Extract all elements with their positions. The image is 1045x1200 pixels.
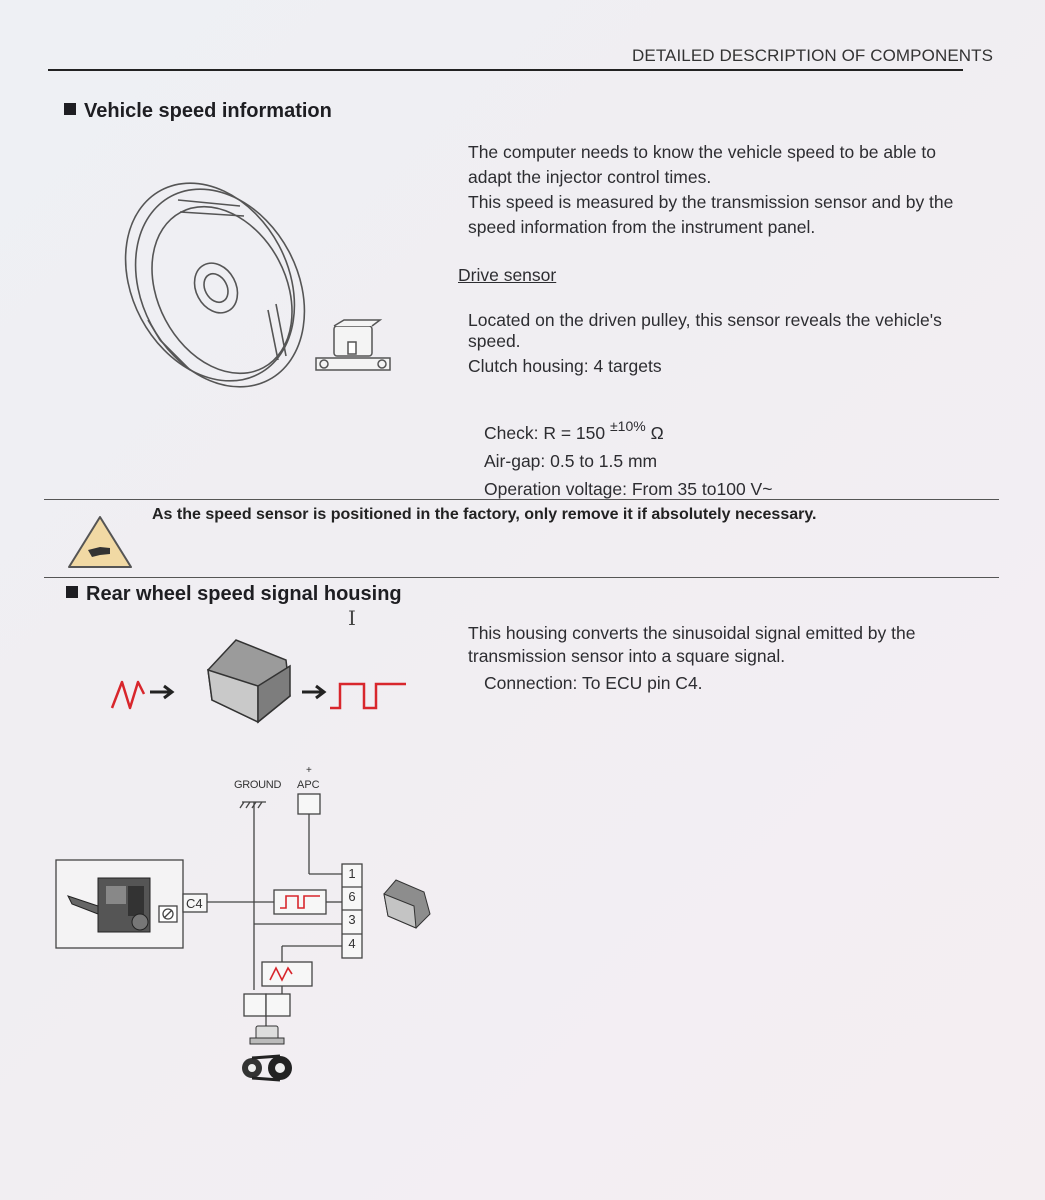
signal-conversion-illustration [108,630,418,730]
warning-rule-top [44,499,999,500]
s2-desc-line-2: transmission sensor into a square signal. [468,646,786,666]
rear-wheel-icon [242,1056,292,1080]
pin-1: 1 [348,866,356,881]
signal-housing-icon [208,640,290,722]
pin-6: 6 [348,889,356,904]
text-cursor-icon: I [348,606,356,630]
apc-label: APC [297,779,320,791]
check-tolerance: ±10% [609,418,646,434]
pin-3: 3 [348,912,356,927]
intro-line-4: speed information from the instrument panel. [468,217,816,237]
check-resistance [484,412,1004,447]
air-gap: Air-gap: 0.5 to 1.5 mm [484,451,658,471]
section1-intro [468,140,1008,240]
pin-numbers [342,866,362,959]
ecu-pin-c4: C4 [186,896,203,911]
intro-line-1: The computer needs to know the vehicle speed to be able to [468,142,936,162]
section2-description [468,622,1008,695]
desc-line-3: Clutch housing: 4 targets [468,356,662,376]
plus-label: + [306,765,312,776]
connection-text: Connection: To ECU pin C4. [484,673,703,693]
section-heading-vehicle-speed [64,100,332,123]
operation-voltage: Operation voltage: From 35 to100 V~ [484,479,773,499]
drive-sensor-description [468,308,1008,379]
warning-rule-bottom [44,577,999,578]
pulley-wheel-icon [120,170,320,410]
section-heading-text: Vehicle speed information [84,100,332,122]
square-wave-icon [330,684,406,708]
section-heading-rear-wheel [66,583,402,606]
section-heading-text-2: Rear wheel speed signal housing [86,583,402,605]
page-header: DETAILED DESCRIPTION OF COMPONENTS [632,46,994,65]
speed-sensor-icon [312,318,396,382]
housing-small-icon [384,880,430,928]
sensor-specs [484,412,1004,503]
s2-desc-line-1: This housing converts the sinusoidal signal emitted by the [468,623,916,643]
ground-label: GROUND [234,779,282,791]
sine-wave-icon [112,682,144,708]
desc-line-1: Located on the driven pulley, this sensor reveals the vehicle's [468,310,942,330]
drive-sensor-label: Drive sensor [458,265,557,285]
intro-line-3: This speed is measured by the transmission sensor and by the [468,192,954,212]
pin-4: 4 [348,936,356,951]
header-rule [48,69,963,71]
check-prefix: Check: R = 150 [484,423,606,443]
intro-line-2: adapt the injector control times. [468,167,712,187]
warning-text: As the speed sensor is positioned in the factory, only remove it if absolutely necessary. [152,506,817,523]
wiring-diagram [54,790,454,1090]
warning-hand-icon [66,514,134,570]
check-unit: Ω [650,423,664,443]
bottom-sensor-icon [250,1026,284,1044]
desc-line-2: speed. [468,331,521,351]
